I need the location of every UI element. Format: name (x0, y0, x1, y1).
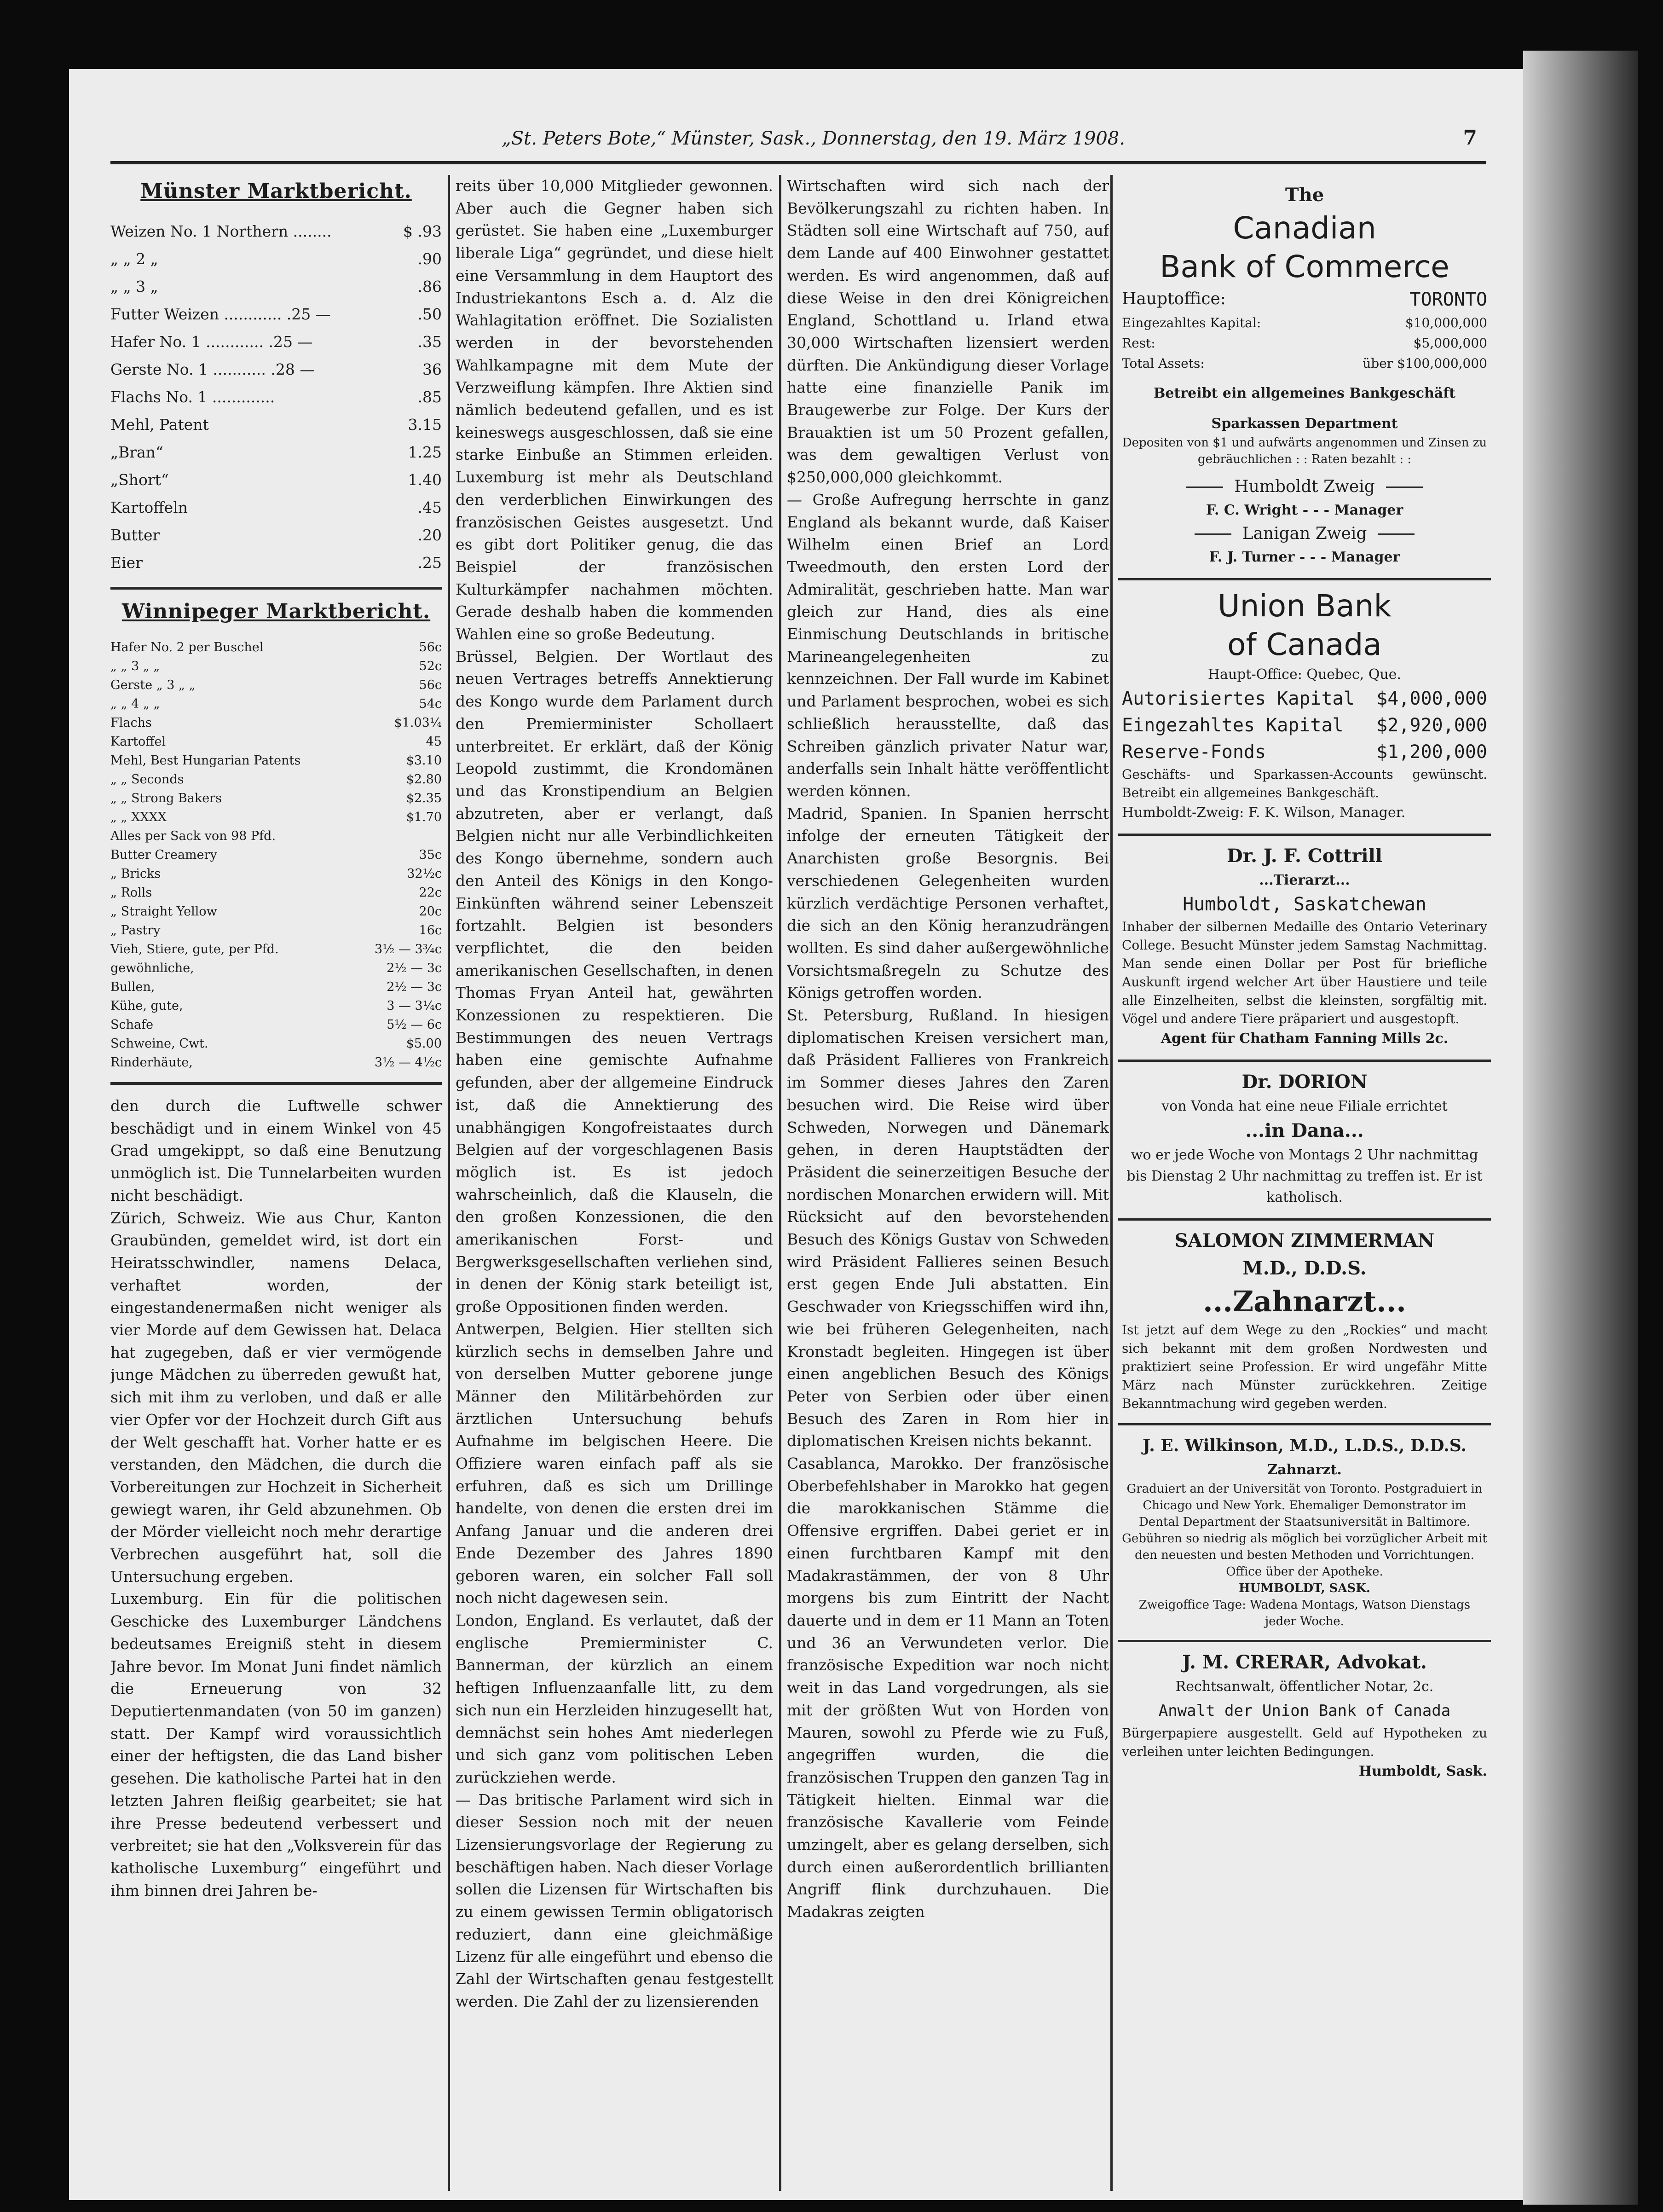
ad-union-branch: Humboldt-Zweig: F. K. Wilson, Manager. (1122, 805, 1406, 821)
market-item: gewöhnliche, (110, 961, 194, 975)
ad-wilkinson-text: Graduiert an der Universität von Toronto. Postgraduiert in Chicago und New York. Ehemaliger Demonstrator im Dental Department der Staatsuniversität in Baltimore. Gebühren so niedrig als möglich bei vorzüglicher Arbeit mit den neuesten und besten Methoden und Vorrichtungen. (1122, 1482, 1487, 1562)
market-price: 54c (419, 697, 442, 711)
column-rule (448, 175, 450, 2191)
market-price: .20 (417, 526, 442, 544)
market-row (110, 959, 442, 978)
market-row (110, 466, 442, 494)
ad-zimmerman-title: ...Zahnarzt... (1203, 1285, 1406, 1318)
column-rule (1110, 175, 1113, 2191)
masthead: „St. Peters Bote,“ Münster, Sask., Donnerstag, den 19. März 1908. (502, 128, 1125, 149)
market-item: „ „ Strong Bakers (110, 791, 222, 805)
ad-wilkinson-name: J. E. Wilkinson, M.D., L.D.S., D.D.S. (1142, 1436, 1467, 1455)
market-price: .35 (417, 333, 442, 351)
market-price: $2.35 (406, 791, 442, 805)
newspaper-page (69, 69, 1523, 2200)
ad-zimmerman-name: SALOMON ZIMMERMAN (1174, 1230, 1435, 1251)
ad-dorion-place: ...in Dana... (1245, 1120, 1364, 1141)
market-item: Flachs No. 1 ............. (110, 388, 275, 406)
market-row (110, 789, 442, 808)
market-row (110, 940, 442, 959)
market-row (110, 439, 442, 466)
market-row (110, 978, 442, 996)
column-2 (456, 175, 773, 2191)
ad-bank-name-2: Bank of Commerce (1160, 249, 1449, 284)
article-luxemburg-cont: reits über 10,000 Mitglieder gewonnen. Aber auch die Gegner haben sich gerüstet. Sie haben eine „Luxemburger liberale Liga“ gegründet, und diese hielt eine Versammlung in dem Hauptort des Industriekantons Esch a. d. Alz die Wahlagitation eröffnet. Die Sozialisten werden in der bevorstehenden Wahlkampagne mit dem Mute der Verzweiflung kämpfen. Ihre Aktien sind nämlich bedeutend gefallen, und es ist keineswegs ausgeschlossen, daß sie eine starke Einbuße an Stimmen erleiden. Luxemburg ist mehr als Deutschland den verderblichen Einwirkungen des französischen Geistes ausgesetzt. Und es gibt dort Politiker genug, die das Beispiel der französischen Kulturkämpfer nachahmen möchten. Gerade deshalb haben die kommenden Wahlen eine so große Bedeutung. (456, 177, 773, 643)
market-item: Gerste No. 1 ........... .28 — (110, 360, 315, 378)
market-price: $5.00 (406, 1037, 442, 1051)
ad-wilkinson (1118, 1425, 1491, 1642)
ad-union-paid-label: Eingezahltes Kapital (1122, 715, 1344, 736)
market-item: Kartoffel (110, 735, 166, 749)
ad-cottrill-name: Dr. J. F. Cottrill (1227, 845, 1382, 867)
ad-crerar (1118, 1642, 1491, 1792)
market-row (110, 273, 442, 301)
market-price: .25 (417, 554, 442, 572)
market-item: Gerste „ 3 „ „ (110, 678, 196, 692)
market-price: $2.80 (406, 772, 442, 787)
ad-bank-rest-label: Rest: (1122, 336, 1155, 351)
market-item: „ „ Seconds (110, 772, 184, 787)
article-petersburg: St. Petersburg, Rußland. In hiesigen diplomatischen Kreisen versichert man, daß Präsident Fallieres von Frankreich im Sommer dieses Jahres den Zaren besuchen wird. Die Reise wird über Schweden, Norwegen und Dänemark gehen, in deren Hauptstädten der Präsident die seinerzeitigen Besuche der nordischen Monarchen erwidern will. Mit Rücksicht auf den bevorstehenden Besuch des Königs Gustav von Schweden wird Präsident Fallieres seinen Besuch erst gegen Ende Juli abstatten. Ein Geschwader von Kriegsschiffen wird ihn, wie bei früheren Gelegenheiten, nach Kronstadt begleiten. Hingegen ist über einen angeblichen Besuch des Königs Peter von Serbien oder über einen Besuch des Zaren in Rom hier in diplomatischen Kreisen nichts bekannt. (787, 1006, 1109, 1450)
market-price: 2½ — 3c (387, 961, 442, 975)
ad-union-reserve-label: Reserve-Fonds (1122, 741, 1266, 763)
column-rule (779, 175, 781, 2191)
ad-crerar-line1: Rechtsanwalt, öffentlicher Notar, 2c. (1175, 1679, 1434, 1695)
ad-dorion-line1: von Vonda hat eine neue Filiale errichtet (1161, 1098, 1448, 1114)
market-item: „ „ 2 „ (110, 250, 158, 268)
article-london: London, England. Es verlautet, daß der englische Premierminister C. Bannerman, der kürzlich an einem heftigen Influenzaanfalle litt, zu dem sich nun ein Herzleiden hinzugesellt hat, demnächst sein hohes Amt niederlegen und sich ganz vom politischen Leben zurückziehen werde. (456, 1611, 773, 1786)
divider (110, 587, 442, 590)
market-item: Schafe (110, 1018, 154, 1032)
article-antwerpen: Antwerpen, Belgien. Hier stellten sich kürzlich sechs in demselben Jahre und von derselben Mutter geborene junge Männer den Militärbehörden zur ärztlichen Untersuchung behufs Aufnahme im belgischen Heere. Die Offiziere waren einfach paff als sie erfuhren, daß es sich um Drillinge handelte, von denen die ersten drei im Anfang Januar und die anderen drei Ende Dezember des Jahres 1890 geboren waren, ein solcher Fall soll noch nicht dagewesen sein. (456, 1320, 773, 1607)
market-price: .50 (417, 305, 442, 323)
ad-cottrill-text: Inhaber der silbernen Medaille des Ontario Veterinary College. Besucht Münster jedem Samstag Nachmittag. Man sende einen Dollar per Post für briefliche Auskunft irgend welcher Art über Haustiere und teile alle Einzelheiten, selbst die kleinsten, sorgfältig mit. Vögel und andere Tiere präpariert und ausgestopft. (1122, 919, 1487, 1026)
muenster-market-title: Münster Marktbericht. (140, 180, 412, 203)
ad-bank-hq-city: TORONTO (1409, 289, 1487, 310)
market-price: 56c (419, 678, 442, 692)
ad-dorion (1118, 1062, 1491, 1221)
market-price: 22c (419, 886, 442, 900)
winnipeg-market-table (110, 638, 442, 1072)
ad-canadian-bank-of-commerce (1118, 175, 1491, 580)
market-item: „ Rolls (110, 886, 152, 900)
market-price: 2½ — 3c (387, 980, 442, 994)
market-item: „ Straight Yellow (110, 904, 217, 919)
market-row (110, 1015, 442, 1034)
market-item: Eier (110, 554, 143, 572)
market-row (110, 218, 442, 245)
ad-bank-rest-value: $5,000,000 (1413, 336, 1487, 351)
ad-cottrill-place: Humboldt, Saskatchewan (1183, 894, 1426, 915)
market-item: „Short“ (110, 471, 169, 489)
market-row (110, 657, 442, 676)
market-row (110, 902, 442, 921)
ad-bank-business: Betreibt ein allgemeines Bankgeschäft (1154, 385, 1455, 401)
market-price: $3.10 (406, 753, 442, 768)
article-licensing-cont: Wirtschaften wird sich nach der Bevölkerungszahl zu richten haben. In Städten soll eine Wirtschaft auf 750, auf dem Lande auf 400 Einwohner gestattet werden. Es wird angenommen, daß auf diese Weise in den drei Königreichen England, Schottland u. Irland etwa 30,000 Wirtschaften lizensiert werden dürften. Die Ankündigung dieser Vorlage hatte eine finanzielle Panik im Braugewerbe zur Folge. Der Kurs der Brauaktien ist um 50 Prozent gefallen, was dem gewaltigen Verlust von $250,000,000 gleichkommt. (787, 177, 1109, 486)
divider (110, 1082, 442, 1085)
book-spine (1523, 51, 1638, 2205)
market-price: 56c (419, 640, 442, 654)
market-item: „ „ XXXX (110, 810, 167, 824)
ad-zimmerman (1118, 1221, 1491, 1425)
market-item: Kartoffeln (110, 498, 188, 516)
market-price: 3 — 3¼c (387, 999, 442, 1013)
article-luxemburg: Luxemburg. Ein für die politischen Geschicke des Luxemburger Ländchens bedeutsames Ereigniß steht in diesem Jahre bevor. Im Monat Juni findet nämlich die Erneuerung von 32 Deputiertenmandaten (von 50 im ganzen) statt. Der Kampf wird voraussichtlich einer der heftigsten, die das Land bisher gesehen. Die katholische Partei hat in den letzten Jahren fleißig gearbeitet; sie hat ihre Presse bedeutend verbessert und verbreitet; sie hat den „Volksverein für das katholische Luxemburg“ eingeführt und ihm binnen drei Jahren be- (110, 1590, 442, 1899)
market-item: „ „ 3 „ „ (110, 659, 160, 673)
article-parliament: — Das britische Parlament wird sich in dieser Session noch mit der neuen Lizensierungsvorlage der Regierung zu beschäftigen haben. Nach dieser Vorlage sollen die Lizensen für Wirtschaften bis zu einem gewissen Termin obligatorisch reduziert, dann eine gleichmäßige Lizenz für alle eingeführt und ebenso die Zahl der Wirtschaften genau festgestellt werden. Die Zahl der zu lizensierenden (456, 1790, 773, 2010)
market-item: Hafer No. 2 per Buschel (110, 640, 264, 654)
market-row (110, 695, 442, 713)
market-item: „Bran“ (110, 443, 163, 461)
market-row (110, 921, 442, 940)
ad-wilkinson-city: HUMBOLDT, SASK. (1239, 1581, 1370, 1595)
market-item: Schweine, Cwt. (110, 1037, 208, 1051)
market-item: Hafer No. 1 ............ .25 — (110, 333, 313, 351)
market-item: „ Pastry (110, 923, 161, 938)
market-price: $ .93 (403, 222, 442, 240)
ad-bank-capital-label: Eingezahltes Kapital: (1122, 315, 1261, 330)
market-price: .85 (417, 388, 442, 406)
ad-bank-branch-humboldt: Humboldt Zweig (1234, 477, 1375, 496)
market-row (110, 827, 442, 845)
ad-bank-savings-title: Sparkassen Department (1211, 416, 1398, 432)
market-item: Mehl, Patent (110, 416, 209, 434)
market-item: Kühe, gute, (110, 999, 183, 1013)
ad-bank-name-1: Canadian (1233, 210, 1376, 246)
article-bruessel: Brüssel, Belgien. Der Wortlaut des neuen Vertrages betreffs Annektierung des Kongo wurde dem Parlament durch den Premierminister Schollaert unterbreitet. Er erklärt, daß der König Leopold zustimmt, die Krondomänen und das Kronstipendium an Belgien abzutreten, aber er verlangt, daß Belgien nicht nur alle Verbindlichkeiten des Kongo übernehme, sondern auch den Anteil des Königs in den Kongo-Einkünften während seiner Lebenszeit fortzahlt. Belgien ist besonders verpflichtet, die den beiden amerikanischen Gesellschaften, in denen Thomas Fryan Anteil hat, gewährten Konzessionen zu respektieren. Die Bestimmungen des neuen Vertrags haben eine gemischte Aufnahme gefunden, aber der allgemeine Eindruck ist, daß die Annektierung des unabhängigen Kongofreistaates durch Belgien auf der vorgeschlagenen Basis möglich ist. Es ist jedoch wahrscheinlich, daß die Klauseln, die den großen Konzessionen, die den amerikanischen Forst- und Bergwerksgesellschaften verliehen sind, in denen der König stark beteiligt ist, große Oppositionen finden werden. (456, 647, 773, 1316)
article-casablanca: Casablanca, Marokko. Der französische Oberbefehlshaber in Marokko hat gegen die marokkanischen Stämme die Offensive ergriffen. Dabei geriet er in einen furchtbaren Kampf mit den Madakrastämmen, der von 8 Uhr morgens bis zum Eintritt der Nacht dauerte und in dem er 11 Mann an Toten und 36 an Verwundeten verlor. Die französische Expedition war noch nicht weit in das Land vorgedrungen, als sie mit der größten Wut von Horden von Mauren, sowohl zu Pferde wie zu Fuß, angegriffen wurden, die die französischen Truppen den ganzen Tag in Tätigkeit hielten. Einmal war die französische Kavallerie vom Feinde umzingelt, aber es gelang derselben, sich durch einen außerordentlich brillianten Angriff flink durchzuhauen. Die Madakras zeigten (787, 1454, 1109, 1921)
market-row (110, 301, 442, 328)
article-kaiser-letter: — Große Aufregung herrschte in ganz England als bekannt wurde, daß Kaiser Wilhelm einen Brief an Lord Tweedmouth, den ersten Lord der Admiralität, geschrieben hatte. Man war gleich zur Hand, dies als eine Einmischung Deutschlands in britische Marineangelegenheiten zu kennzeichnen. Der Fall wurde im Kabinet und Parlament besprochen, wobei es sich schließlich herausstellte, daß das Schreiben gänzlich privater Natur war, anderfalls sein Inhalt hätte veröffentlicht werden können. (787, 490, 1109, 800)
ad-bank-capital-value: $10,000,000 (1405, 315, 1487, 330)
market-item: Bullen, (110, 980, 155, 994)
market-row (110, 676, 442, 695)
page-number: 7 (1463, 126, 1477, 150)
market-row (110, 245, 442, 273)
market-row (110, 1053, 442, 1072)
market-row (110, 328, 442, 356)
ad-cottrill-agent: Agent für Chatham Fanning Mills 2c. (1161, 1031, 1449, 1047)
market-price: 52c (419, 659, 442, 673)
ad-dorion-line2: wo er jede Woche von Montags 2 Uhr nachmittag bis Dienstag 2 Uhr nachmittag zu treffen ist. Er ist katholisch. (1126, 1147, 1483, 1205)
ad-zimmerman-text: Ist jetzt auf dem Wege zu den „Rockies“ und macht sich bekannt mit dem großen Nordwesten und praktiziert seine Profession. Er wird ungefähr Mitte März nach Münster zurückkehren. Zeitige Bekanntmachung wird gegeben werden. (1122, 1322, 1487, 1411)
market-price: 20c (419, 904, 442, 919)
column-1 (110, 175, 442, 2191)
market-price: 16c (419, 923, 442, 938)
winnipeg-market-title: Winnipeger Marktbericht. (121, 600, 431, 623)
ad-crerar-name: J. M. CRERAR, Advokat. (1182, 1651, 1427, 1673)
market-price: $1.03¼ (394, 716, 442, 730)
market-item: Mehl, Best Hungarian Patents (110, 753, 301, 768)
ad-union-reserve-value: $1,200,000 (1376, 741, 1487, 763)
page-header (110, 120, 1486, 164)
ad-bank-branch-lanigan: Lanigan Zweig (1242, 524, 1367, 543)
market-row (110, 638, 442, 657)
muenster-market-table (110, 218, 442, 577)
ad-union-text: Geschäfts- und Sparkassen-Accounts gewünscht. Betreibt ein allgemeines Bankgeschäft. (1122, 767, 1487, 800)
market-price: $1.70 (406, 810, 442, 824)
ad-bank-assets-value: über $100,000,000 (1363, 356, 1487, 371)
market-price: 3½ — 3¾c (375, 942, 442, 956)
market-row (110, 864, 442, 883)
ad-bank-the: The (1285, 184, 1324, 206)
ad-union-bank (1118, 580, 1491, 836)
ad-union-auth-label: Autorisiertes Kapital (1122, 688, 1355, 709)
market-row (110, 383, 442, 411)
market-price: 36 (422, 360, 442, 378)
market-row (110, 521, 442, 549)
ad-crerar-line3: Bürgerpapiere ausgestellt. Geld auf Hypotheken zu verleihen unter leichten Bedingungen. (1122, 1726, 1487, 1759)
market-row (110, 770, 442, 789)
market-row (110, 356, 442, 383)
market-row (110, 549, 442, 577)
market-price: .86 (417, 278, 442, 295)
market-item: Butter (110, 526, 160, 544)
article-madrid: Madrid, Spanien. In Spanien herrscht infolge der erneuten Tätigkeit der Anarchisten große Besorgnis. Bei verschiedenen Gelegenheiten wurden kürzlich verdächtige Personen verhaftet, die sich an den König heranzudrängen wollten. Es sind daher außergewöhnliche Vorsichtsmaßregeln zu Schutze des Königs getroffen worden. (787, 804, 1109, 1002)
market-row (110, 411, 442, 439)
market-row (110, 732, 442, 751)
ad-cottrill-title: ...Tierarzt... (1259, 872, 1350, 888)
market-price: 35c (419, 848, 442, 862)
column-3 (787, 175, 1109, 2191)
market-price: 3.15 (408, 416, 442, 434)
ad-wilkinson-office: Office über der Apotheke. (1226, 1565, 1383, 1579)
market-price: 32½c (407, 867, 442, 881)
article-tunnel: den durch die Luftwelle schwer beschädigt und in einem Winkel von 45 Grad umgekippt, so daß eine Benutzung unmöglich ist. Die Tunnelarbeiten wurden nicht beschädigt. (110, 1097, 442, 1204)
market-price: 3½ — 4½c (375, 1055, 442, 1070)
ad-wilkinson-days: Zweigoffice Tage: Wadena Montags, Watson Dienstags jeder Woche. (1138, 1598, 1471, 1628)
ad-bank-assets-label: Total Assets: (1122, 356, 1205, 371)
ad-cottrill (1118, 836, 1491, 1062)
market-item: Butter Creamery (110, 848, 217, 862)
market-item: Alles per Sack von 98 Pfd. (110, 829, 276, 843)
market-price: 1.40 (408, 471, 442, 489)
market-item: „ „ 4 „ „ (110, 697, 160, 711)
article-zurich: Zürich, Schweiz. Wie aus Chur, Kanton Graubünden, gemeldet wird, ist dort ein Heiratsschwindler, namens Delaca, verhaftet worden, der eingestandenermaßen nicht weniger als vier Morde auf dem Gewissen hat. Delaca hat zugegeben, daß er vier vermögende junge Mädchen zu überreden gewußt hat, sich mit ihm zu verloben, und daß er alle vier Opfer vor der Hochzeit durch Gift aus der Welt geschafft hat. Vorher hatte er es verstanden, den Mädchen, die durch die Vorbereitungen zur Hochzeit in Sicherheit gewiegt waren, ihr Geld abzunehmen. Ob der Mörder vielleicht noch mehr derartige Verbrechen ausgeführt hat, soll die Untersuchung ergeben. (110, 1209, 442, 1586)
ad-dorion-name: Dr. DORION (1241, 1071, 1368, 1093)
market-item: Rinderhäute, (110, 1055, 193, 1070)
ad-crerar-city: Humboldt, Sask. (1358, 1763, 1487, 1779)
market-item: „ Bricks (110, 867, 161, 881)
market-item: Vieh, Stiere, gute, per Pfd. (110, 942, 279, 956)
market-row (110, 845, 442, 864)
ad-crerar-line2: Anwalt der Union Bank of Canada (1158, 1702, 1451, 1720)
ad-union-name-1: Union Bank (1218, 588, 1392, 624)
ad-bank-manager-2: F. J. Turner - - - Manager (1209, 549, 1400, 565)
market-price: 1.25 (408, 443, 442, 461)
ad-bank-manager-1: F. C. Wright - - - Manager (1206, 502, 1403, 518)
ad-wilkinson-title: Zahnarzt. (1267, 1462, 1342, 1478)
market-item: „ „ 3 „ (110, 278, 158, 295)
market-price: .45 (417, 498, 442, 516)
market-row (110, 996, 442, 1015)
column-4-ads (1118, 175, 1491, 2191)
market-row (110, 751, 442, 770)
market-item: Weizen No. 1 Northern ........ (110, 222, 332, 240)
market-row (110, 883, 442, 902)
market-row (110, 713, 442, 732)
ad-union-name-2: of Canada (1227, 627, 1382, 662)
market-price: 5½ — 6c (387, 1018, 442, 1032)
market-price: .90 (417, 250, 442, 268)
market-row (110, 494, 442, 521)
ad-bank-savings-text: Depositen von $1 und aufwärts angenommen und Zinsen zu gebräuchlichen : : Raten bezahlt : : (1122, 436, 1487, 466)
ad-union-hq: Haupt-Office: Quebec, Que. (1207, 666, 1402, 683)
ad-zimmerman-degree: M.D., D.D.S. (1242, 1257, 1367, 1279)
market-price: 45 (426, 735, 442, 749)
market-row (110, 1034, 442, 1053)
market-row (110, 808, 442, 827)
ad-union-auth-value: $4,000,000 (1376, 688, 1487, 709)
market-item: Flachs (110, 716, 152, 730)
market-item: Futter Weizen ............ .25 — (110, 305, 331, 323)
ad-bank-hq-label: Hauptoffice: (1122, 290, 1226, 308)
ad-union-paid-value: $2,920,000 (1376, 715, 1487, 736)
